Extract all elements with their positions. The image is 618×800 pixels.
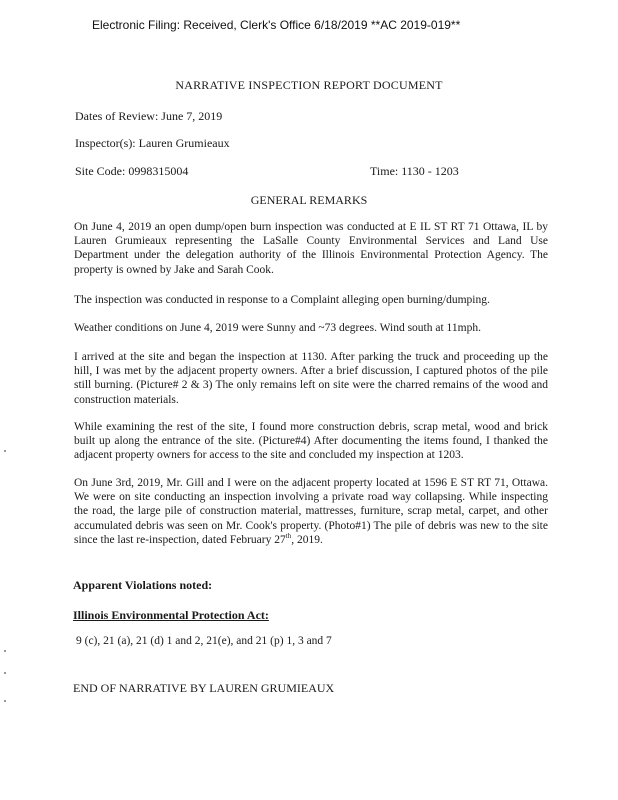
scan-mark: [4, 700, 6, 702]
scan-mark: [4, 450, 6, 452]
remarks-paragraph-1: On June 4, 2019 an open dump/open burn inspection was conducted at E IL ST RT 71 Ottawa, IL by Lauren Grumieaux representing the LaSalle County Environmental Services and Land Use Department under the delegation authority of the Illinois Environmental Protection Agency. The property is owned by Jake and Sarah Cook.: [74, 221, 548, 276]
violation-citations: 9 (c), 21 (a), 21 (d) 1 and 2, 21(e), and 21 (p) 1, 3 and 7: [76, 635, 332, 647]
paragraph-6-end: , 2019.: [291, 533, 323, 546]
paragraph-6-text: On June 3rd, 2019, Mr. Gill and I were on the adjacent property located at 1596 E ST RT 71, Ottawa. We were on site conducting an inspection involving a private road way collapsing. While inspecting the road, the large pile of construction material, mattresses, furniture, scrap metal, carpet, and other accumulated debris was seen on Mr. Cook's property. (Photo#1) The pile of debris was new to the site since the last re-inspection, dated February 27: [74, 477, 548, 546]
ordinal-suffix: th: [285, 531, 292, 540]
remarks-paragraph-5: While examining the rest of the site, I found more construction debris, scrap metal, wood and brick built up along the entrance of the site. (Picture#4) After documenting the items found, I thanked the adjacent property owners for access to the site and concluded my inspection at 1203.: [74, 421, 548, 462]
inspectors: Inspector(s): Lauren Grumieaux: [75, 136, 230, 150]
site-code: Site Code: 0998315004: [75, 164, 189, 178]
remarks-paragraph-6: [74, 476, 548, 547]
remarks-paragraph-3: Weather conditions on June 4, 2019 were Sunny and ~73 degrees. Wind south at 11mph.: [74, 322, 481, 334]
remarks-paragraph-2: The inspection was conducted in response to a Complaint alleging open burning/dumping.: [74, 294, 490, 306]
scan-mark: [4, 650, 6, 652]
act-heading: Illinois Environmental Protection Act:: [73, 608, 269, 622]
dates-of-review: Dates of Review: June 7, 2019: [75, 109, 223, 123]
remarks-paragraph-4: I arrived at the site and began the inspection at 1130. After parking the truck and proceeding up the hill, I was met by the adjacent property owners. After a brief discussion, I captured photos of the pile still burning. (Picture# 2 & 3) The only remains left on site were the charred remains of the wood and construction materials.: [74, 351, 548, 406]
end-of-narrative: END OF NARRATIVE BY LAUREN GRUMIEAUX: [73, 681, 335, 695]
document-title: NARRATIVE INSPECTION REPORT DOCUMENT: [175, 78, 443, 92]
violations-heading: Apparent Violations noted:: [73, 578, 213, 592]
scan-mark: [4, 672, 6, 674]
inspection-time: Time: 1130 - 1203: [370, 164, 459, 178]
filing-stamp: Electronic Filing: Received, Clerk's Office 6/18/2019 **AC 2019-019**: [92, 18, 461, 32]
general-remarks-heading: GENERAL REMARKS: [250, 193, 368, 207]
